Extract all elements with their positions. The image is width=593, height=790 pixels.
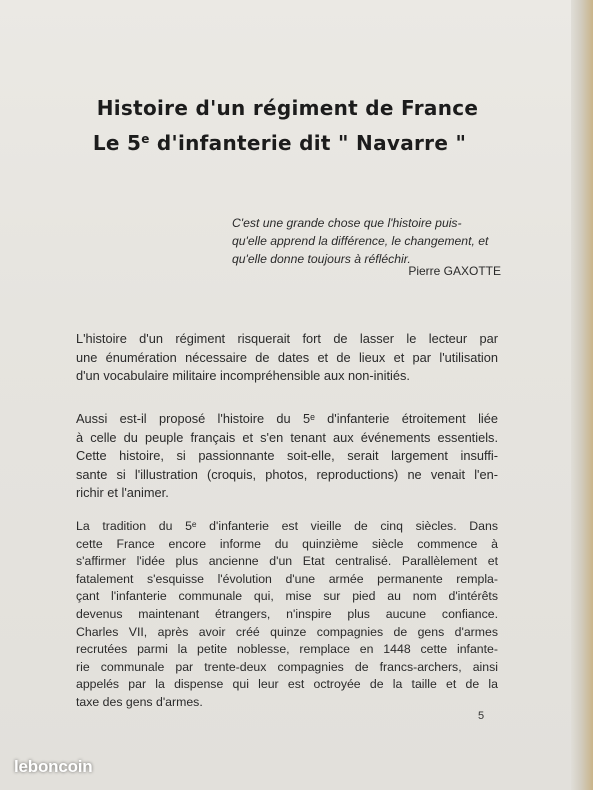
title-line-2-suffix: d'infanterie dit " Navarre " [149, 131, 467, 155]
leboncoin-watermark: leboncoin [14, 757, 93, 776]
paragraph-line: Charles VII, après avoir créé quinze compagnies de gens d'armes [76, 624, 498, 639]
paragraph-line: La tradition du 5ᵉ d'infanterie est vieille de cinq siècles. Dans [76, 519, 498, 533]
paragraph-line: recrutées parmi la petite noblesse, remplace en 1448 cette infante- [76, 642, 498, 657]
paragraph-line: L'histoire d'un régiment risquerait fort de lasser le lecteur par [76, 331, 498, 346]
paragraph-line: rie communale par trente-deux compagnies de francs-archers, ainsi [76, 659, 498, 674]
paragraph-3 [76, 518, 498, 712]
epigraph-line: C'est une grande chose que l'histoire puis- [232, 216, 462, 230]
title-line-2-superscript: e [141, 132, 150, 146]
paragraph-line: Cette histoire, si passionnante soit-elle, serait largement insuffi- [76, 448, 498, 463]
paragraph-line: richir et l'animer. [76, 485, 169, 500]
paragraph-line: Aussi est-il proposé l'histoire du 5ᵉ d'infanterie étroitement liée [76, 411, 498, 426]
paragraph-line: fatalement s'esquisse l'évolution d'une armée permanente rempla- [76, 571, 498, 586]
paragraph-1 [76, 330, 498, 386]
page-number: 5 [478, 710, 485, 722]
paragraph-line: taxe des gens d'armes. [76, 694, 203, 709]
title-line-1: Histoire d'un régiment de France [96, 96, 479, 120]
paragraph-line: cette France encore informe du quinzième siècle commence à [76, 536, 498, 551]
paragraph-line: une énumération nécessaire de dates et de lieux et par l'utilisation [76, 349, 498, 365]
paragraph-line: appelés par la dispense qui leur est octroyée de la taille et de la [76, 677, 498, 692]
paragraph-line: sante si l'illustration (croquis, photos, reproductions) ne venait l'en- [76, 466, 498, 482]
title-line-2-prefix: Le 5 [92, 131, 142, 155]
epigraph-line: qu'elle donne toujours à réfléchir. [232, 252, 411, 266]
paragraph-line: s'affirmer l'idée plus ancienne d'un Etat centralisé. Parallèlement et [76, 554, 498, 569]
paragraph-line: devenus maintenant étrangers, n'inspire plus aucune confiance. [76, 606, 498, 621]
epigraph-author: Pierre GAXOTTE [408, 264, 501, 278]
paragraph-line: à celle du peuple français et s'en tenant aux événements essentiels. [76, 429, 498, 445]
epigraph [232, 214, 508, 268]
paragraph-2 [76, 410, 498, 503]
epigraph-line: qu'elle apprend la différence, le changement, et [232, 234, 489, 248]
paragraph-line: çant l'infanterie communale qui, mise sur pied au nom d'intérêts [76, 589, 498, 604]
paragraph-line: d'un vocabulaire militaire incompréhensible aux non-initiés. [76, 368, 410, 383]
title-line-2 [0, 131, 567, 155]
